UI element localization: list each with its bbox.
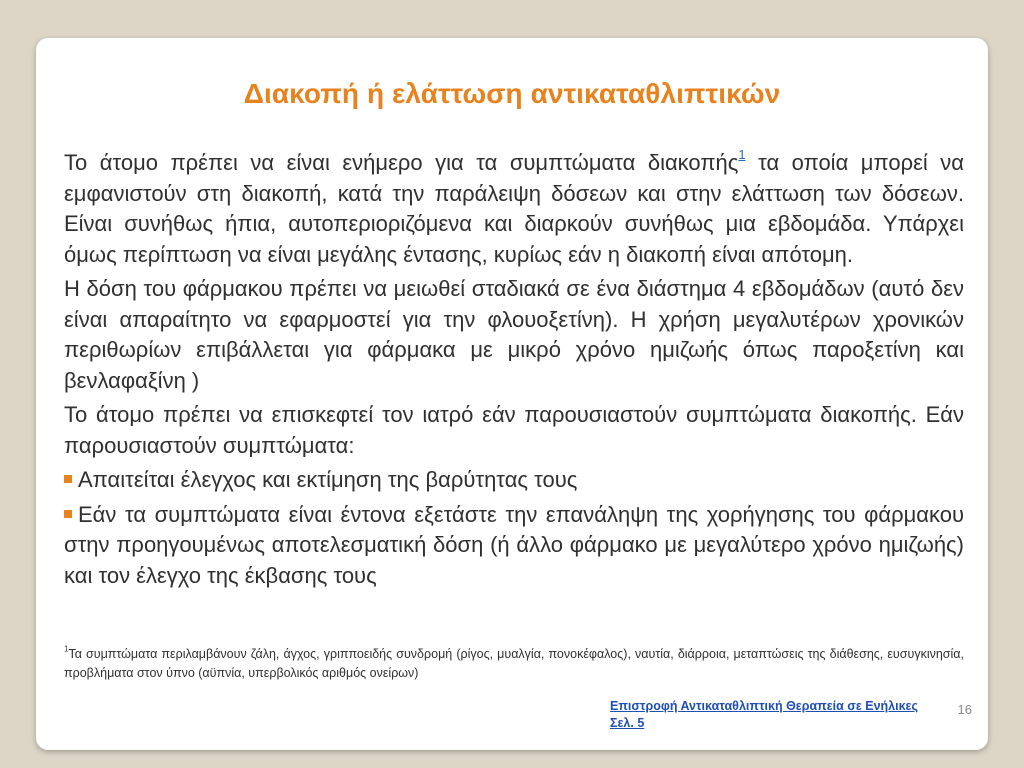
source-link[interactable]: Επιστροφή Αντικαταθλιπτική Θεραπεία σε Ενήλικες Σελ. 5 <box>610 699 918 730</box>
bullet-item <box>64 500 964 592</box>
bullet-text: Εάν τα συμπτώματα είναι έντονα εξετάστε την επανάληψη της χορήγησης του φάρμακου στην προηγουμένως αποτελεσματική δόση (ή άλλο φάρμακο με μεγαλύτερο χρόνο ημιζωής) και τον έλεγχο της έκβασης τους <box>64 501 964 588</box>
paragraph-discontinuation-symptoms <box>64 148 964 270</box>
footnote-reference[interactable] <box>738 147 745 162</box>
slide-title: Διακοπή ή ελάττωση αντικαταθλιπτικών <box>243 78 781 109</box>
bullet-item <box>64 465 964 496</box>
bullet-text: Απαιτείται έλεγχος και εκτίμηση της βαρύτητας τους <box>78 467 578 492</box>
paragraph-text: τα οποία μπορεί να εμφανιστούν στη διακοπή, κατά την παράλειψη δόσεων και στην ελάττωση των δόσεων. Είναι συνήθως ήπια, αυτοπεριοριζόμενα και διαρκούν συνήθως μια εβδομάδα. Υπάρχει όμως περίπτωση να είναι μεγάλης έντασης, κυρίως εάν η διακοπή είναι απότομη. <box>64 150 964 267</box>
square-bullet-icon <box>64 510 72 518</box>
paragraph-visit-doctor: Το άτομο πρέπει να επισκεφτεί τον ιατρό εάν παρουσιαστούν συμπτώματα διακοπής. Εάν παρουσιαστούν συμπτώματα: <box>64 402 964 458</box>
slide <box>36 38 988 750</box>
paragraph-text: Το άτομο πρέπει να είναι ενήμερο για τα συμπτώματα διακοπής <box>64 150 739 175</box>
footnote-marker: 1 <box>64 644 69 654</box>
paragraph-dose-reduction: Η δόση του φάρμακου πρέπει να μειωθεί σταδιακά σε ένα διάστημα 4 εβδομάδων (αυτό δεν είναι απαραίτητο να εφαρμοστεί για την φλουοξετίνη). Η χρήση μεγαλυτέρων χρονικών περιθωρίων επιβάλλεται για φάρμακα με μικρό χρόνο ημιζωής όπως παροξετίνη και βενλαφαξίνη ) <box>64 276 964 393</box>
footnote-text: Τα συμπτώματα περιλαμβάνουν ζάλη, άγχος, γριπποειδής συνδρομή (ρίγος, μυαλγία, πονοκέφαλος), ναυτία, διάρροια, μεταπτώσεις της διάθεσης, ευσυγκινησία, προβλήματα στον ύπνο (αϋπνία, υπερβολικός αριθμός ονείρων) <box>64 647 964 680</box>
slide-body <box>64 148 964 595</box>
square-bullet-icon <box>64 475 72 483</box>
footnote-ref-link[interactable]: 1 <box>738 146 746 162</box>
footnote <box>64 645 964 683</box>
page-number: 16 <box>957 702 972 717</box>
